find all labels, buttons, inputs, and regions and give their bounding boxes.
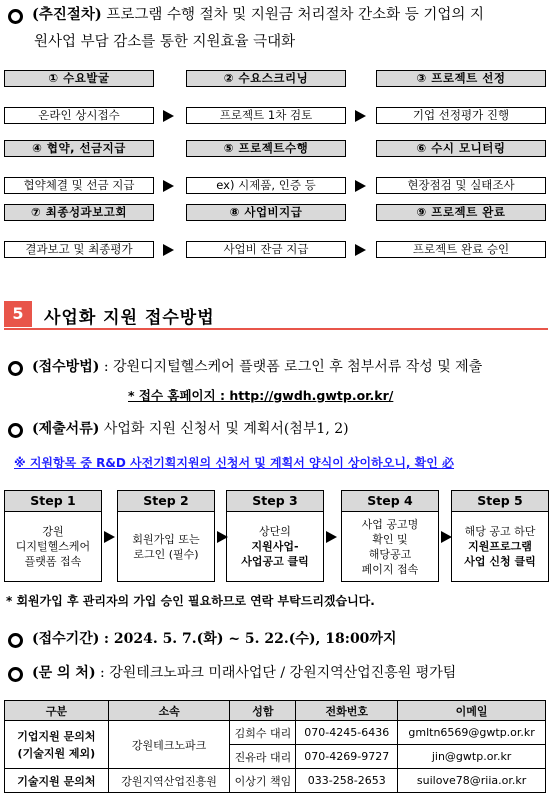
period-line xyxy=(32,630,396,648)
procedure-step-header: ③ 프로젝트 선정 xyxy=(376,70,546,87)
procedure-step-header: ⑥ 수시 모니터링 xyxy=(376,140,546,157)
email-cell[interactable]: suilove78@riia.or.kr xyxy=(398,769,546,793)
category-cell: 기술지원 문의처 xyxy=(5,769,109,793)
docs-text: 사업화 지원 신청서 및 계획서(첨부1, 2) xyxy=(103,421,349,437)
step-body: 강원 디지털헬스케어 플랫폼 접속 xyxy=(4,512,102,582)
procedure-step-detail: 결과보고 및 최종평가 xyxy=(4,241,154,258)
procedure-step-detail: 프로젝트 완료 승인 xyxy=(376,241,546,258)
bullet-circle-icon xyxy=(8,361,23,376)
contact-table xyxy=(4,700,546,793)
section-number-badge: 5 xyxy=(4,301,32,327)
intro-label: (추진절차) xyxy=(32,6,102,23)
arrow-right-icon xyxy=(355,180,366,192)
bullet-circle-icon xyxy=(8,633,23,648)
arrow-right-icon xyxy=(163,244,174,256)
arrow-right-icon xyxy=(355,244,366,256)
arrow-right-icon xyxy=(326,531,337,543)
procedure-step-header: ④ 협약, 선금지급 xyxy=(4,140,154,157)
phone-cell: 070-4269-9727 xyxy=(296,745,398,769)
bullet-circle-icon xyxy=(8,9,23,24)
member-note: * 회원가입 후 관리자의 가입 승인 필요하므로 연락 부탁드리겠습니다. xyxy=(6,594,375,608)
name-cell: 이상기 책임 xyxy=(230,769,296,793)
email-cell[interactable]: gmltn6569@gwtp.or.kr xyxy=(398,721,546,745)
phone-cell: 070-4245-6436 xyxy=(296,721,398,745)
procedure-step-header: ⑧ 사업비지급 xyxy=(186,204,346,221)
phone-cell: 033-258-2653 xyxy=(296,769,398,793)
contact-line xyxy=(32,664,456,682)
bullet-circle-icon xyxy=(8,667,23,682)
step-body: 사업 공고명 확인 및 해당공고 페이지 접속 xyxy=(341,512,439,582)
table-header: 소속 xyxy=(108,701,230,721)
table-header: 구분 xyxy=(5,701,109,721)
table-header: 이메일 xyxy=(398,701,546,721)
table-row xyxy=(5,769,546,793)
method-line xyxy=(32,358,482,376)
procedure-step-detail: 프로젝트 1차 검토 xyxy=(186,107,346,124)
procedure-step-header: ⑨ 프로젝트 완료 xyxy=(376,204,546,221)
arrow-right-icon xyxy=(163,180,174,192)
method-label: (접수방법) xyxy=(32,359,100,375)
step-title: Step 3 xyxy=(226,490,324,512)
step-title: Step 1 xyxy=(4,490,102,512)
step-body xyxy=(226,512,324,582)
intro-line-2: 원사업 부담 감소를 통한 지원효율 극대화 xyxy=(34,34,296,50)
step-body-content xyxy=(241,524,309,569)
step-body: 회원가입 또는 로그인 (필수) xyxy=(117,512,215,582)
homepage-link[interactable]: * 접수 홈페이지 : http://gwdh.gwtp.or.kr/ xyxy=(128,388,394,403)
email-cell[interactable]: jin@gwtp.or.kr xyxy=(398,745,546,769)
arrow-right-icon xyxy=(104,531,115,543)
name-cell: 진유라 대리 xyxy=(230,745,296,769)
name-cell: 김희수 대리 xyxy=(230,721,296,745)
section-title: 사업화 지원 접수방법 xyxy=(44,308,215,328)
intro-line-1 xyxy=(32,6,484,24)
contact-text: : 강원테크노파크 미래사업단 / 강원지역산업진흥원 평가팀 xyxy=(100,665,457,681)
procedure-step-detail: 협약체결 및 선금 지급 xyxy=(4,177,154,194)
period-label: (접수기간) xyxy=(32,631,100,647)
step-body-top: 해당 공고 하단 xyxy=(464,525,536,538)
org-cell: 강원테크노파크 xyxy=(108,721,230,769)
table-row xyxy=(5,721,546,745)
table-header-row xyxy=(5,701,546,721)
section-divider xyxy=(4,328,548,330)
step-body-top: 상단의 xyxy=(259,525,291,538)
notice-text: ※ 지원항목 중 R&D 사전기획지원의 신청서 및 계획서 양식이 상이하오니, 확인 必 xyxy=(14,456,455,470)
procedure-step-header: ② 수요스크리닝 xyxy=(186,70,346,87)
procedure-step-header: ⑦ 최종성과보고회 xyxy=(4,204,154,221)
category-cell: 기업지원 문의처 (기술지원 제외) xyxy=(5,721,109,769)
step-body-content xyxy=(464,524,535,569)
step-title: Step 2 xyxy=(117,490,215,512)
docs-line xyxy=(32,420,349,438)
procedure-step-detail: 온라인 상시접수 xyxy=(4,107,154,124)
procedure-step-header: ⑤ 프로젝트수행 xyxy=(186,140,346,157)
intro-text: 프로그램 수행 절차 및 지원금 처리절차 간소화 등 기업의 지 xyxy=(106,7,485,23)
step-body-emphasis: 지원사업- 사업공고 클릭 xyxy=(241,540,309,568)
method-text: : 강원디지털헬스케어 플랫폼 로그인 후 첨부서류 작성 및 제출 xyxy=(103,359,483,375)
table-header: 전화번호 xyxy=(296,701,398,721)
org-cell: 강원지역산업진흥원 xyxy=(108,769,230,793)
step-body-emphasis: 지원프로그램 사업 신청 클릭 xyxy=(464,540,536,568)
arrow-right-icon xyxy=(355,110,366,122)
docs-label: (제출서류) xyxy=(32,421,100,437)
step-title: Step 4 xyxy=(341,490,439,512)
period-text: : 2024. 5. 7.(화) ~ 5. 22.(수), 18:00까지 xyxy=(103,631,397,647)
procedure-step-detail: 현장점검 및 실태조사 xyxy=(376,177,546,194)
procedure-step-header: ① 수요발굴 xyxy=(4,70,154,87)
procedure-step-detail: 기업 선정평가 진행 xyxy=(376,107,546,124)
bullet-circle-icon xyxy=(8,423,23,438)
step-body xyxy=(451,512,549,582)
procedure-step-detail: 사업비 잔금 지급 xyxy=(186,241,346,258)
table-header: 성함 xyxy=(230,701,296,721)
contact-label: (문 의 처) xyxy=(32,665,96,681)
step-title: Step 5 xyxy=(451,490,549,512)
procedure-step-detail: ex) 시제품, 인증 등 xyxy=(186,177,346,194)
arrow-right-icon xyxy=(163,110,174,122)
